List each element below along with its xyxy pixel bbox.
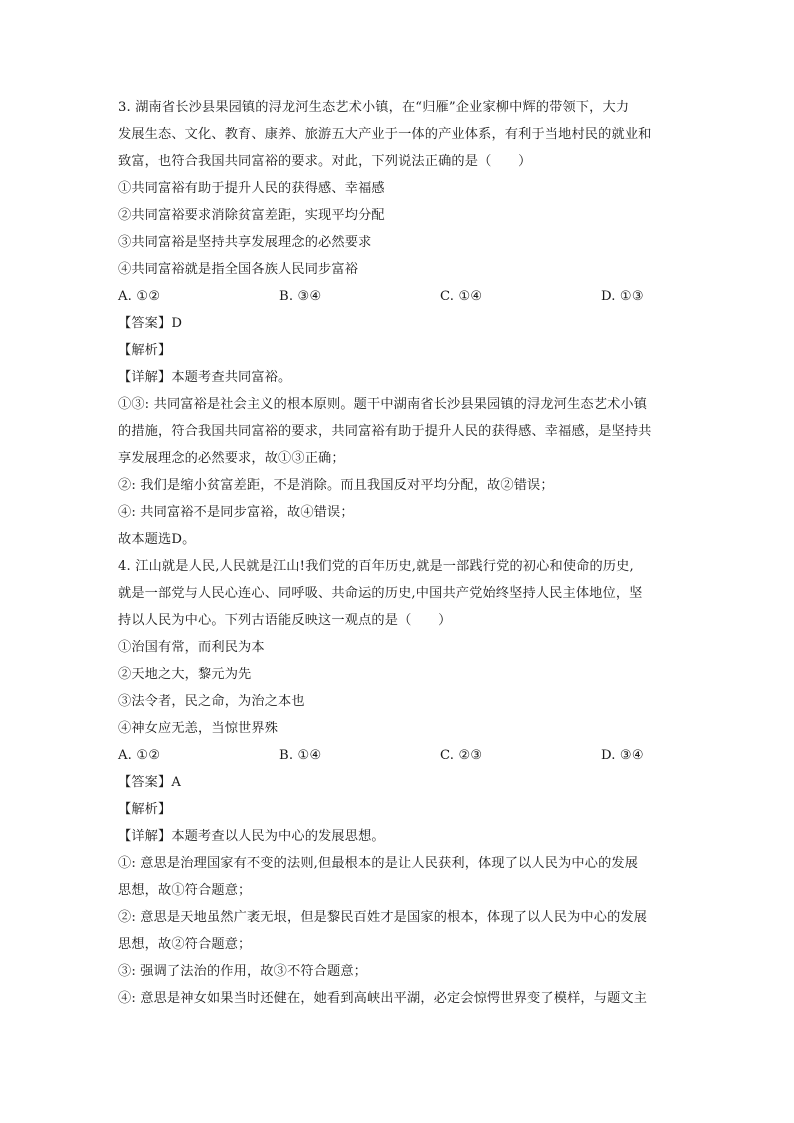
q4-option-a: A. ①② — [118, 748, 161, 763]
q3-detail-line-5: ②: 我们是缩小贫富差距，不是消除。而且我国反对平均分配，故②错误； — [118, 478, 554, 493]
q3-detail-line-1: 【详解】本题考查共同富裕。 — [118, 370, 292, 385]
q3-option-a: A. ①② — [118, 289, 161, 304]
q3-option-b: B. ③④ — [279, 289, 322, 304]
q3-option-d: D. ①③ — [601, 289, 644, 304]
question-3 — [118, 94, 683, 553]
q4-item-3: ③法令者，民之命，为治之本也 — [118, 694, 305, 709]
q4-stem-line-1: 4. 江山就是人民,人民就是江山!我们党的百年历史,就是一部践行党的初心和使命的历史, — [118, 559, 634, 574]
q4-stem-line-2: 就是一部党与人民心连心、同呼吸、共命运的历史,中国共产党始终坚持人民主体地位，坚 — [118, 586, 643, 601]
q4-detail-line-7: ④: 意思是神女如果当时还健在，她看到高峡出平湖，必定会惊愕世界变了模样，与题文主 — [118, 991, 648, 1006]
q4-item-2: ②天地之大，黎元为先 — [118, 667, 252, 682]
q3-detail-line-7: 故本题选D。 — [118, 532, 196, 547]
q3-detail-line-2: ①③: 共同富裕是社会主义的根本原则。题干中湖南省长沙县果园镇的浔龙河生态艺术小镇 — [118, 397, 648, 412]
q3-answer: 【答案】D — [118, 316, 183, 331]
q4-stem-line-3: 持以人民为中心。下列古语能反映这一观点的是（ ） — [118, 613, 452, 628]
q4-answer: 【答案】A — [118, 775, 182, 790]
q3-analysis-label: 【解析】 — [118, 343, 172, 358]
q3-stem-line-2: 发展生态、文化、教育、康养、旅游五大产业于一体的产业体系，有利于当地村民的就业和 — [118, 127, 652, 142]
q4-item-1: ①治国有常，而利民为本 — [118, 640, 265, 655]
question-4 — [118, 553, 683, 1012]
q4-option-c: C. ②③ — [440, 748, 483, 763]
q4-detail-line-4: ②: 意思是天地虽然广袤无垠，但是黎民百姓才是国家的根本，体现了以人民为中心的发展 — [118, 910, 648, 925]
q3-item-3: ③共同富裕是坚持共享发展理念的必然要求 — [118, 235, 372, 250]
q4-detail-line-3: 思想，故①符合题意； — [118, 883, 252, 898]
q4-detail-line-1: 【详解】本题考查以人民为中心的发展思想。 — [118, 829, 385, 844]
q3-detail-line-6: ④: 共同富裕不是同步富裕，故④错误； — [118, 505, 354, 520]
q4-detail-line-2: ①: 意思是治理国家有不变的法则,但最根本的是让人民获利，体现了以人民为中心的发展 — [118, 856, 639, 871]
document-page — [118, 94, 683, 1012]
q4-analysis-label: 【解析】 — [118, 802, 172, 817]
q4-option-d: D. ③④ — [601, 748, 644, 763]
q4-detail-line-5: 思想，故②符合题意； — [118, 937, 252, 952]
q3-options — [118, 283, 683, 310]
q4-detail-line-6: ③: 强调了法治的作用，故③不符合题意； — [118, 964, 368, 979]
q3-detail-line-3: 的措施，符合我国共同富裕的要求，共同富裕有助于提升人民的获得感、幸福感，是坚持共 — [118, 424, 652, 439]
q3-item-4: ④共同富裕就是指全国各族人民同步富裕 — [118, 262, 359, 277]
q3-option-c: C. ①④ — [440, 289, 483, 304]
q3-item-1: ①共同富裕有助于提升人民的获得感、幸福感 — [118, 181, 385, 196]
q3-stem-line-3: 致富，也符合我国共同富裕的要求。对此，下列说法正确的是（ ） — [118, 154, 532, 169]
q3-detail-line-4: 享发展理念的必然要求，故①③正确； — [118, 451, 345, 466]
q4-options — [118, 742, 683, 769]
q3-item-2: ②共同富裕要求消除贫富差距，实现平均分配 — [118, 208, 385, 223]
q4-item-4: ④神女应无恙，当惊世界殊 — [118, 721, 279, 736]
q3-stem-line-1: 3. 湖南省长沙县果园镇的浔龙河生态艺术小镇，在“归雁”企业家柳中辉的带领下，大力 — [118, 100, 630, 115]
q4-option-b: B. ①④ — [279, 748, 322, 763]
